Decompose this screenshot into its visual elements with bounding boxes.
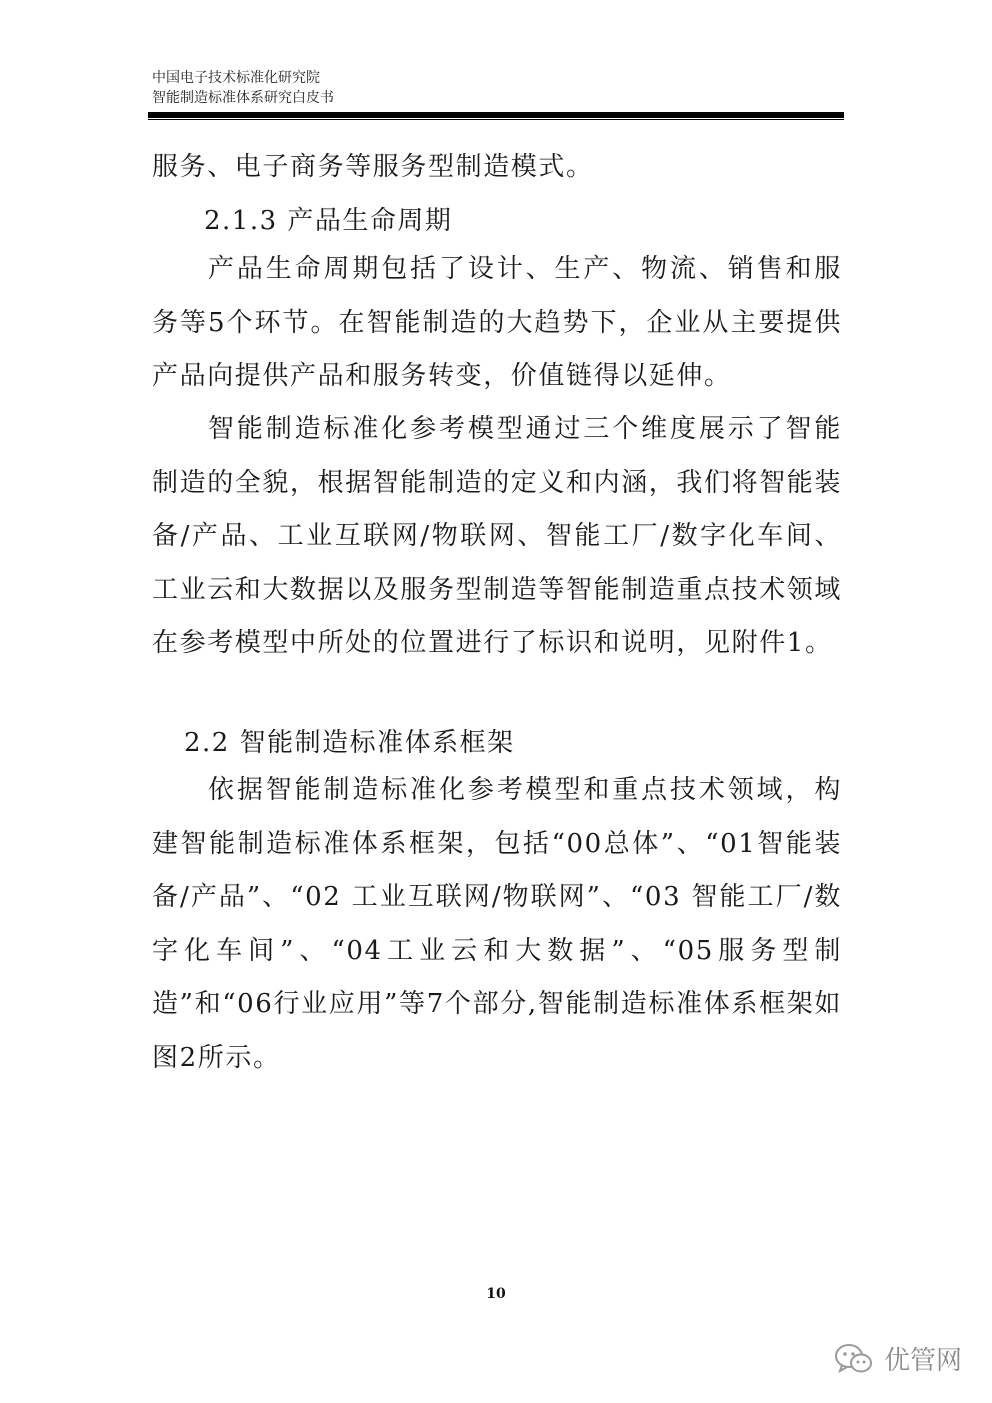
document-header <box>152 68 844 108</box>
wechat-icon <box>834 1342 874 1376</box>
watermark-text: 优管网 <box>883 1346 962 1376</box>
paragraph-text: 依据智能制造标准化参考模型和重点技术领域，构建智能制造标准体系框架，包括“00总体”、“01智能装备/产品”、“02 工业互联网/物联网”、“03 智能工厂/数字化车间”、“04工业云和大数据”、“05服务型制造”和“06行业应用”等7个部分,智能制造标准体系框架如图2所示。 <box>152 775 842 1073</box>
paragraph-reference-model <box>152 403 842 671</box>
header-organization: 中国电子技术标准化研究院 <box>152 70 320 86</box>
header-document-title: 智能制造标准体系研究白皮书 <box>152 90 334 106</box>
paragraph-lifecycle <box>152 243 842 404</box>
section-heading-2-2: 2.2 智能制造标准体系框架 <box>184 728 515 758</box>
paragraph-text: 产品生命周期包括了设计、生产、物流、销售和服务等5个环节。在智能制造的大趋势下，企业从主要提供产品向提供产品和服务转变，价值链得以延伸。 <box>152 254 842 391</box>
paragraph-text: 智能制造标准化参考模型通过三个维度展示了智能制造的全貌，根据智能制造的定义和内涵，我们将智能装备/产品、工业互联网/物联网、智能工厂/数字化车间、工业云和大数据以及服务型制造等智能制造重点技术领域在参考模型中所处的位置进行了标识和说明，见附件1。 <box>152 414 843 658</box>
section-heading-2-1-3: 2.1.3 产品生命周期 <box>204 206 453 236</box>
watermark <box>834 1340 962 1377</box>
paragraph-framework <box>152 764 842 1085</box>
page-number: 10 <box>486 1286 506 1302</box>
paragraph-text: 服务、电子商务等服务型制造模式。 <box>152 152 594 182</box>
header-rule-thin <box>148 119 844 120</box>
paragraph-continued <box>152 141 842 195</box>
header-rule <box>148 112 844 118</box>
